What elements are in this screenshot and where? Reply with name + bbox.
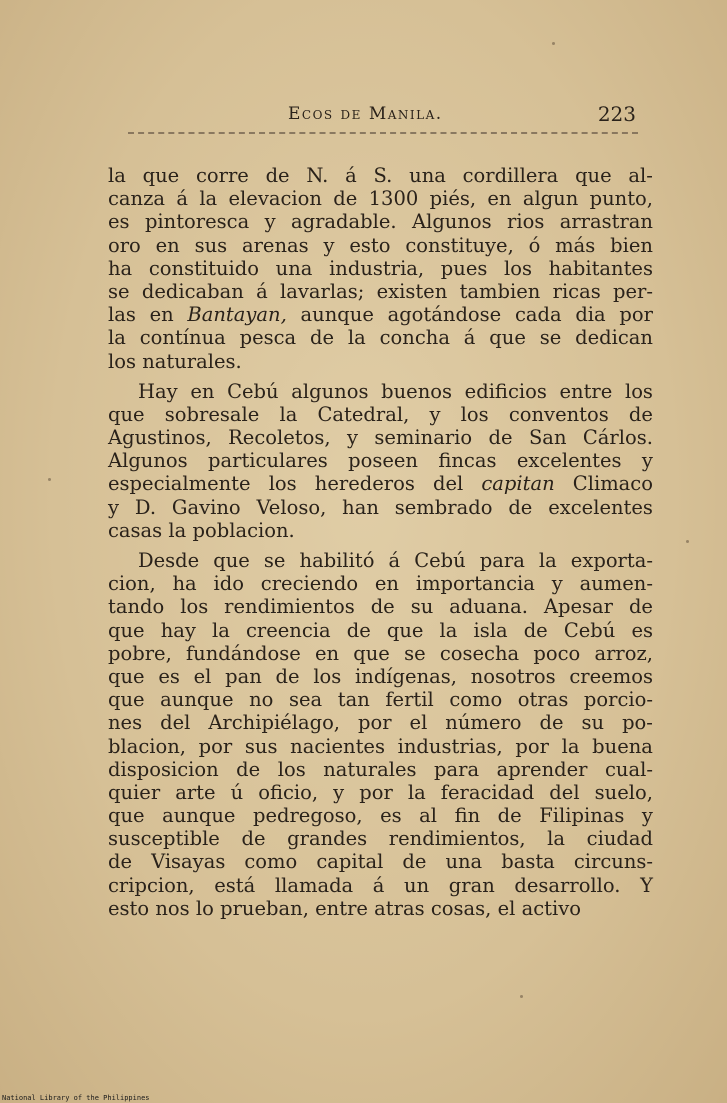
word: Catedral, [317, 402, 410, 426]
text-line [108, 688, 653, 711]
word: pues [440, 256, 488, 280]
word: á [176, 187, 188, 211]
word: de [236, 757, 261, 781]
word: canza [108, 187, 166, 211]
word: para [479, 549, 525, 572]
word: arenas [241, 233, 309, 257]
word: sea [288, 688, 323, 712]
word: oro [108, 233, 141, 257]
word: algun [522, 187, 579, 211]
word: de [333, 187, 358, 211]
word: á [345, 164, 357, 187]
word: una [445, 850, 483, 874]
word: del [549, 780, 580, 804]
word: activo [521, 896, 581, 920]
word: herederos [314, 472, 415, 496]
word: fundándose [185, 641, 301, 665]
word: edificios [464, 379, 547, 403]
word: especialmente [108, 472, 251, 496]
word: á [388, 549, 401, 572]
word: de [628, 595, 653, 619]
word: indígenas, [355, 664, 457, 688]
word: cosecha [439, 641, 520, 665]
word: y [551, 572, 563, 596]
word: agotándose [387, 303, 502, 327]
word: se [263, 549, 286, 572]
word: la [347, 326, 366, 350]
word: su [581, 711, 605, 735]
word: el [409, 711, 428, 735]
text-line [108, 758, 653, 781]
word: Climaco [572, 472, 653, 496]
word: habilitó [299, 549, 375, 572]
word: circuns- [573, 850, 653, 874]
word: es [631, 618, 653, 642]
word: entre [559, 379, 613, 403]
word: grandes [287, 827, 368, 851]
word: que [575, 164, 612, 187]
word: Cebú [563, 618, 616, 642]
word: es [380, 804, 402, 828]
word: lo [195, 896, 214, 920]
word: poseen [348, 449, 418, 473]
header-rule [128, 132, 638, 134]
word: ú [230, 780, 244, 804]
text-line [108, 257, 653, 280]
word: y [346, 426, 358, 450]
word: en [190, 379, 215, 403]
word: la [538, 549, 557, 572]
page-number: 223 [597, 102, 636, 126]
word: de [488, 426, 513, 450]
word: dedicaban [141, 279, 244, 303]
word: Apesar [543, 595, 613, 619]
word: en [314, 641, 340, 665]
word: Recoletos, [228, 426, 331, 450]
word: Cebú [227, 379, 279, 403]
word: buenos [381, 379, 453, 403]
word: y [641, 804, 653, 828]
word: rendimientos [224, 595, 355, 619]
text-line [108, 781, 653, 804]
word: de [539, 711, 564, 735]
running-title: Ecos de Manila. [288, 104, 443, 124]
word: fincas [438, 449, 497, 473]
paragraph-gap [108, 542, 653, 549]
word: en [149, 303, 174, 327]
text-line [108, 280, 653, 303]
word: atras [374, 896, 425, 920]
word: á [372, 873, 385, 897]
word: cripcion, [108, 873, 195, 897]
word: ó [528, 233, 541, 257]
word: la [439, 618, 458, 642]
text-line [108, 595, 653, 618]
word: las [108, 303, 136, 327]
word: creencia [245, 618, 331, 642]
word: habitantes [548, 256, 653, 280]
word: de [265, 164, 290, 187]
word: Cárlos. [582, 426, 653, 450]
word: Cebú [414, 549, 466, 572]
word: de [241, 827, 266, 851]
word: tan [337, 688, 370, 712]
word: feracidad [440, 780, 535, 804]
word: que [108, 618, 145, 642]
word: Agustinos, [108, 426, 212, 450]
word: de [370, 595, 395, 619]
word: bien [610, 233, 653, 257]
word: aprender [496, 757, 588, 781]
word: y [264, 210, 276, 234]
word: aduana. [449, 595, 528, 619]
word: N. [306, 164, 329, 187]
word: nes [108, 711, 143, 735]
word: suelo, [594, 780, 653, 804]
word: aunque [300, 303, 374, 327]
word: dedican [575, 326, 653, 350]
word: que [142, 164, 180, 187]
word: más [555, 233, 596, 257]
word: Filipinas [539, 804, 625, 828]
word: sembrado [394, 495, 493, 519]
word: para [434, 757, 480, 781]
word: como [244, 850, 298, 874]
word: capitan [481, 472, 555, 496]
word: po- [622, 711, 653, 735]
word: naturales [323, 757, 417, 781]
word: la [199, 187, 218, 211]
word: una [275, 256, 313, 280]
paper-speck [552, 42, 555, 45]
word: al- [628, 164, 653, 187]
text-line [108, 403, 653, 426]
word: cosas, [430, 896, 492, 920]
text-line [108, 449, 653, 472]
word: sus [194, 233, 228, 257]
word: nos [155, 896, 190, 920]
word: San [528, 426, 567, 450]
word: desarrollo. [514, 873, 621, 897]
word: pedregoso, [252, 804, 363, 828]
word: el [497, 896, 516, 920]
word: se [404, 641, 426, 665]
word: tando [108, 595, 165, 619]
word: por [359, 780, 393, 804]
word: casas [108, 518, 163, 542]
word: en [374, 572, 399, 596]
word: importancia [415, 572, 535, 596]
word: nosotros [470, 664, 556, 688]
word: 1300 [368, 187, 419, 211]
word: Gavino [171, 495, 241, 519]
text-line [108, 234, 653, 257]
word: por [198, 734, 233, 758]
word: gran [448, 873, 495, 897]
word: piés, [429, 187, 477, 211]
word: constituido [148, 256, 259, 280]
word: Algunos [108, 449, 188, 473]
word: la [561, 734, 580, 758]
word: una [409, 164, 446, 187]
word: prueban, [220, 896, 309, 920]
word: fertil [385, 688, 434, 712]
word: otras [517, 688, 569, 712]
word: aunque [162, 804, 236, 828]
word: de [402, 850, 427, 874]
word: que [108, 402, 145, 426]
text-line [108, 519, 653, 542]
word: lavarlas; [280, 279, 365, 303]
paper-speck [48, 478, 51, 481]
word: aumen- [579, 572, 653, 596]
word: la [547, 827, 566, 851]
word: aunque [160, 688, 234, 712]
word: nacientes [290, 734, 385, 758]
text-line [108, 496, 653, 519]
word: la [407, 780, 426, 804]
word: del [160, 711, 191, 735]
word: en [155, 233, 180, 257]
word: industria, [329, 256, 425, 280]
word: que [489, 326, 526, 350]
word: punto, [589, 187, 653, 211]
word: que [108, 664, 145, 688]
word: la [279, 402, 298, 426]
word: que [108, 688, 145, 712]
word: Bantayan, [187, 303, 287, 327]
word: seminario [374, 426, 473, 450]
word: creciendo [260, 572, 359, 596]
word: la [108, 164, 126, 187]
word: de [346, 618, 371, 642]
word: corre [195, 164, 249, 187]
word: excelentes [548, 495, 653, 519]
word: buena [592, 734, 653, 758]
word: sobresale [164, 402, 260, 426]
word: arroz, [594, 641, 653, 665]
word: rendimientos, [388, 827, 526, 851]
paper-speck [520, 995, 523, 998]
word: la [168, 518, 187, 542]
word: es [158, 664, 180, 688]
word: de [108, 850, 133, 874]
word: concha [379, 326, 450, 350]
word: Y [640, 873, 653, 897]
word: pan [225, 664, 262, 688]
word: de [508, 495, 533, 519]
text-line [108, 642, 653, 665]
word: ha [108, 256, 133, 280]
word: por [358, 711, 392, 735]
word: poco [533, 641, 581, 665]
word: esto [108, 896, 150, 920]
word: creemos [569, 664, 653, 688]
word: tambien [459, 279, 541, 303]
text-line [108, 827, 653, 850]
text-line [108, 665, 653, 688]
word: arrastran [559, 210, 653, 234]
text-line [108, 472, 653, 495]
word: entre [315, 896, 368, 920]
word: elevacion [228, 187, 322, 211]
word: que [108, 804, 145, 828]
word: constituye, [405, 233, 514, 257]
word: un [404, 873, 430, 897]
word: isla [473, 618, 508, 642]
text-line [108, 850, 653, 873]
word: Veloso, [256, 495, 327, 519]
word: está [214, 873, 256, 897]
word: agradable. [291, 210, 397, 234]
word: cordillera [462, 164, 559, 187]
word: naturales. [142, 349, 242, 373]
word: existen [376, 279, 448, 303]
word: que [386, 618, 424, 642]
word: disposicion [108, 757, 219, 781]
word: cual- [605, 757, 653, 781]
paragraph-gap [108, 373, 653, 380]
word: su [410, 595, 434, 619]
word: que [213, 549, 250, 572]
word: de [275, 664, 300, 688]
word: pesca [239, 326, 297, 350]
word: arte [175, 780, 216, 804]
text-line [108, 303, 653, 326]
text-line [108, 549, 653, 572]
word: particulares [208, 449, 328, 473]
word: Archipiélago, [208, 711, 341, 735]
word: basta [501, 850, 555, 874]
word: ricas [552, 279, 601, 303]
word: per- [613, 279, 653, 303]
word: por [619, 303, 653, 327]
text-line [108, 326, 653, 349]
word: los [460, 402, 489, 426]
word: contínua [139, 326, 226, 350]
word: y [333, 780, 345, 804]
word: conventos [508, 402, 609, 426]
word: pintoresca [144, 210, 250, 234]
word: del [432, 472, 464, 496]
word: llamada [274, 873, 354, 897]
word: el [193, 664, 212, 688]
text-line [108, 164, 653, 187]
word: quier [108, 780, 161, 804]
word: pobre, [108, 641, 172, 665]
word: los [313, 664, 342, 688]
word: algunos [291, 379, 369, 403]
word: Desde [138, 549, 200, 572]
word: sus [244, 734, 278, 758]
word: blacion, [108, 734, 186, 758]
word: Algunos [412, 210, 492, 234]
word: cada [514, 303, 562, 327]
word: como [449, 688, 503, 712]
word: los [268, 472, 297, 496]
word: y [323, 233, 335, 257]
word: han [342, 495, 379, 519]
word: á [463, 326, 476, 350]
word: al [419, 804, 438, 828]
word: Hay [138, 379, 178, 403]
word: porcio- [583, 688, 653, 712]
word: oficio, [258, 780, 319, 804]
word: ido [213, 572, 244, 596]
word: los [624, 379, 653, 403]
word: excelentes [516, 449, 622, 473]
body-text [108, 164, 653, 920]
text-line [108, 187, 653, 210]
text-line [108, 426, 653, 449]
word: fin [454, 804, 481, 828]
word: esto [349, 233, 391, 257]
text-line [108, 380, 653, 403]
text-line [108, 804, 653, 827]
paper-speck [686, 540, 689, 543]
word: por [515, 734, 549, 758]
word: ciudad [586, 827, 653, 851]
word: y [429, 402, 441, 426]
text-line [108, 210, 653, 233]
word: la [211, 618, 230, 642]
word: en [487, 187, 512, 211]
text-line [108, 897, 653, 920]
text-line [108, 572, 653, 595]
word: la [108, 326, 126, 350]
text-line [108, 735, 653, 758]
word: de [523, 618, 548, 642]
word: se [539, 326, 562, 350]
word: Visayas [151, 850, 226, 874]
word: cion, [108, 572, 156, 596]
word: susceptible [108, 827, 220, 851]
page-header [108, 104, 638, 134]
word: hay [160, 618, 196, 642]
word: dia [575, 303, 606, 327]
word: se [108, 279, 130, 303]
word: es [108, 210, 130, 234]
word: exporta- [570, 549, 653, 572]
text-line [108, 350, 653, 373]
word: de [310, 326, 335, 350]
word: de [628, 402, 653, 426]
word: número [445, 711, 522, 735]
word: que [353, 641, 390, 665]
word: no [249, 688, 274, 712]
word: ha [172, 572, 197, 596]
text-line [108, 619, 653, 642]
word: y [641, 449, 653, 473]
word: poblacion. [192, 518, 295, 542]
word: industrias, [397, 734, 503, 758]
word: de [497, 804, 522, 828]
word: y [108, 495, 120, 519]
text-line [108, 874, 653, 897]
word: los [108, 349, 136, 373]
footer-credit: National Library of the Philippines [2, 1094, 150, 1102]
word: los [180, 595, 209, 619]
word: capital [316, 850, 384, 874]
word: S. [373, 164, 393, 187]
word: D. [134, 495, 157, 519]
word: los [277, 757, 306, 781]
word: rios [507, 210, 545, 234]
word: los [504, 256, 533, 280]
word: á [256, 279, 268, 303]
text-line [108, 711, 653, 734]
